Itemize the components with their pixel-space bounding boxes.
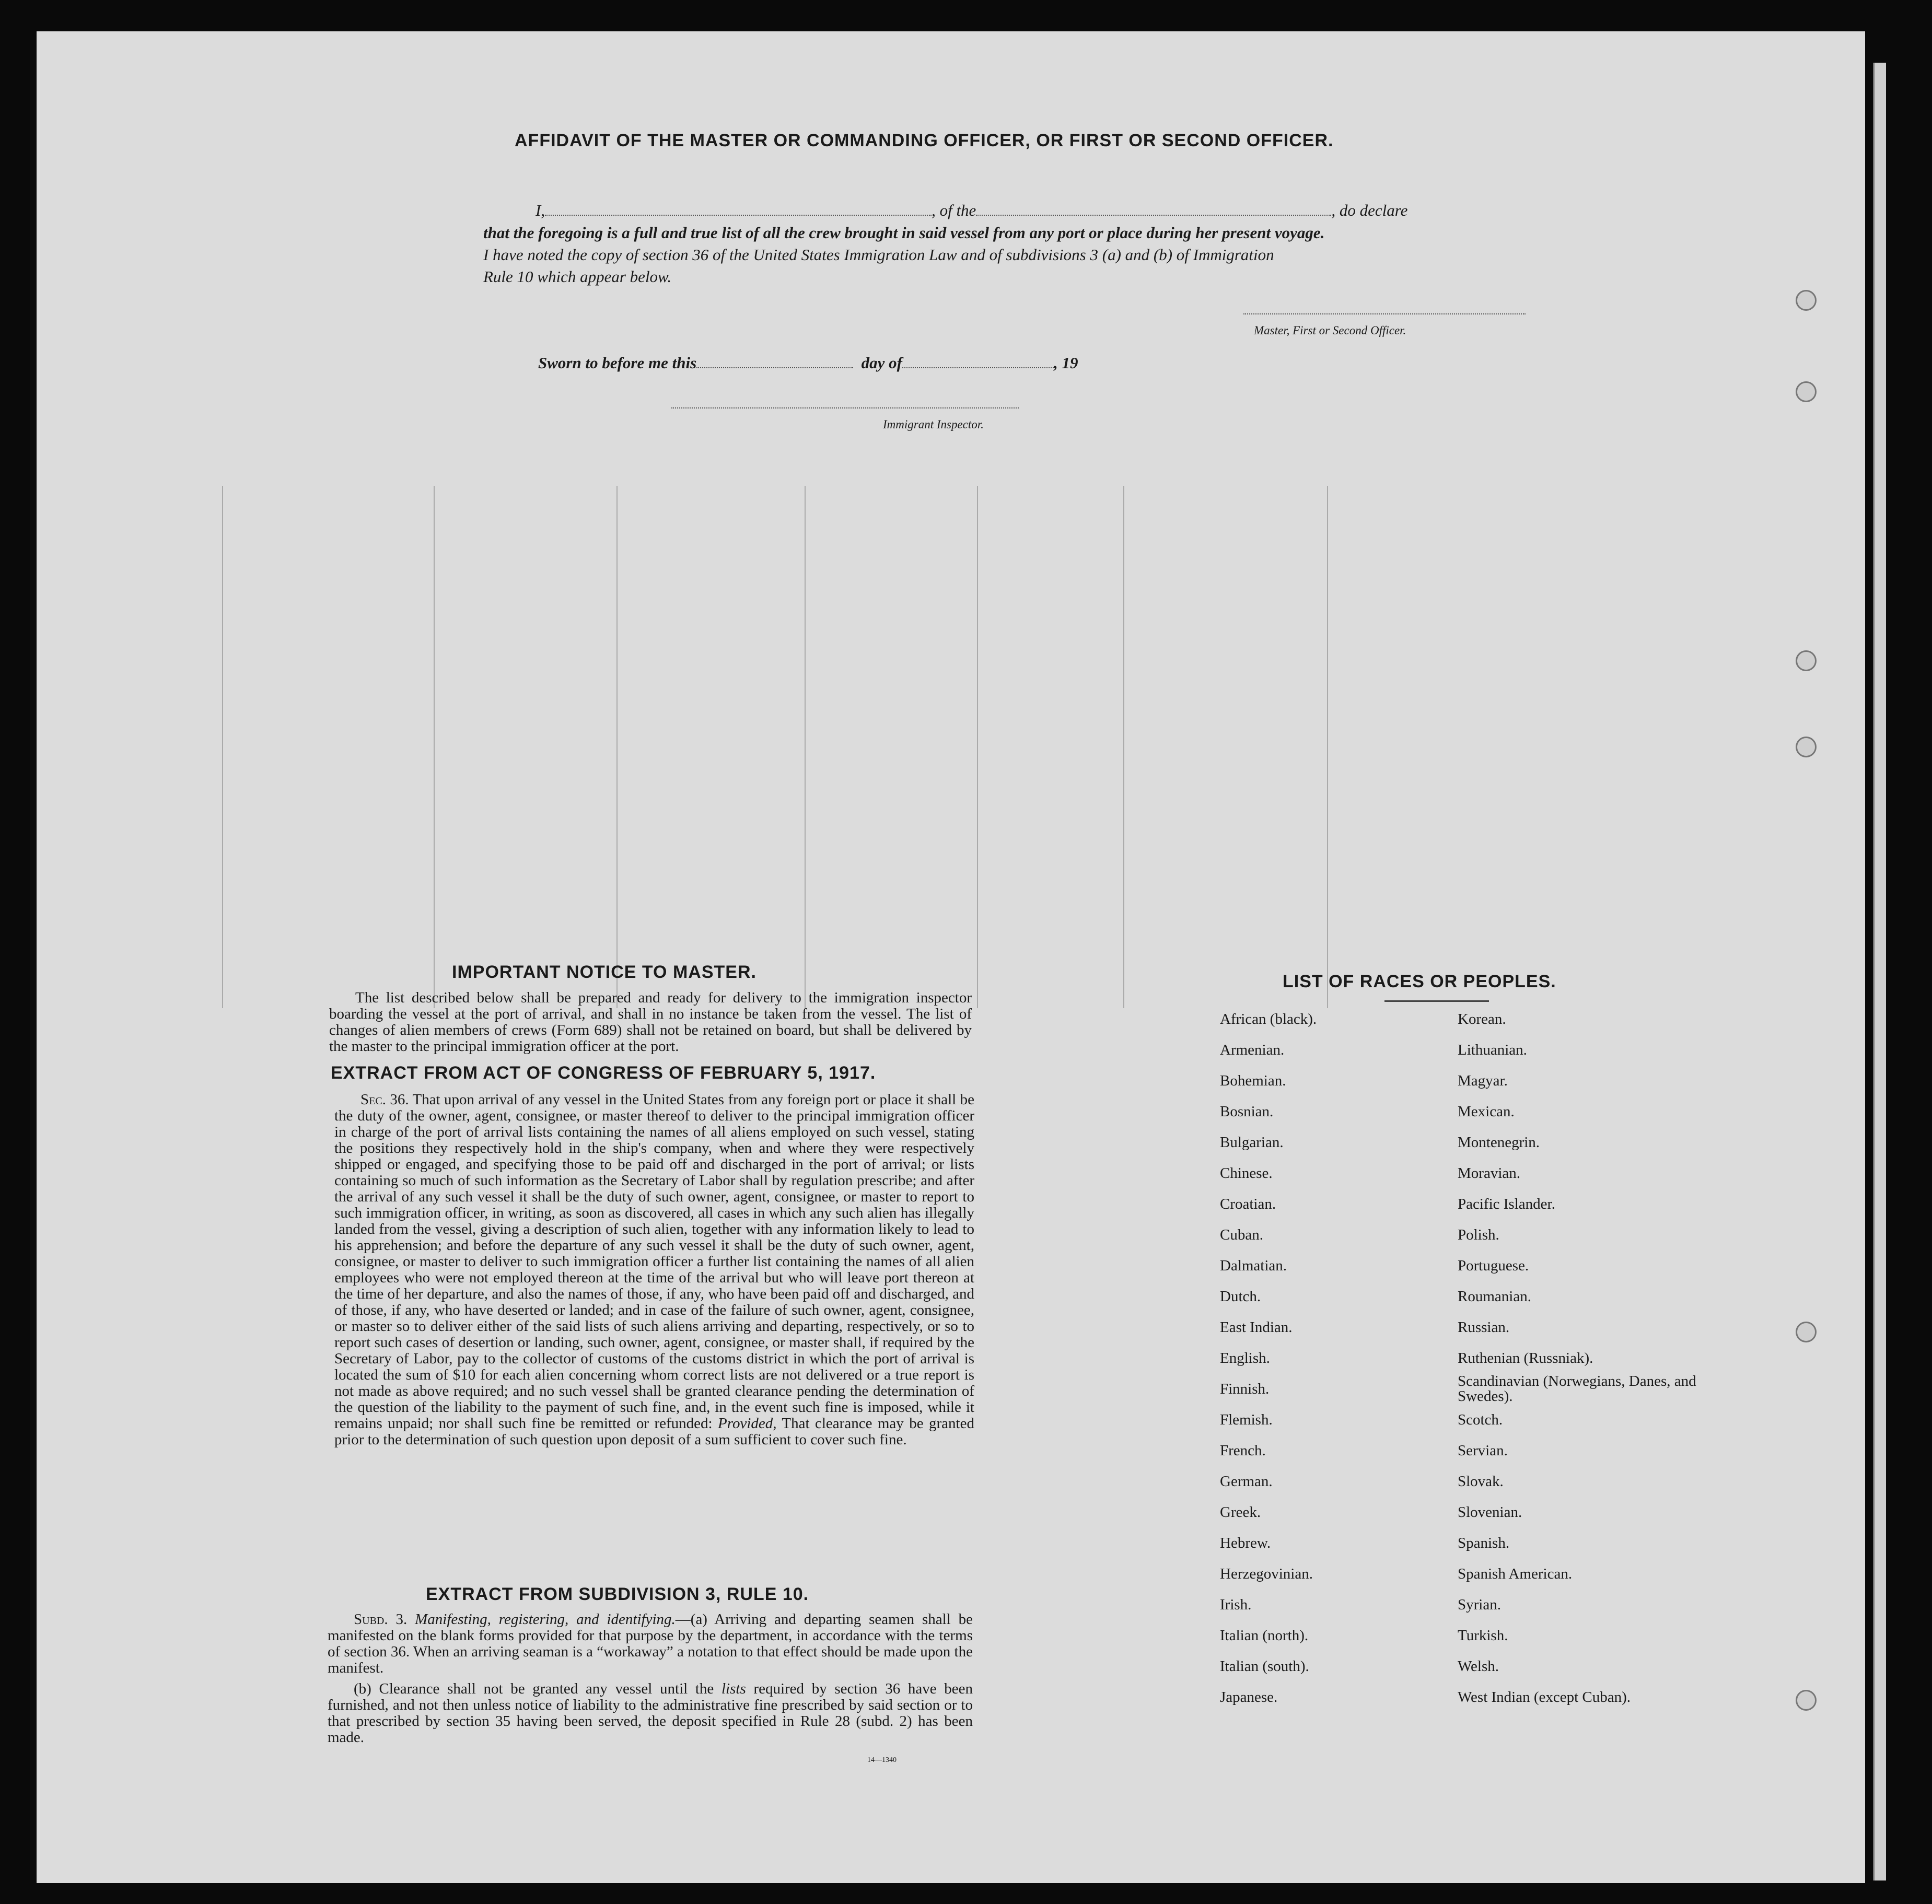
- race-item: Slovak.: [1458, 1473, 1504, 1490]
- race-item: Cuban.: [1220, 1226, 1263, 1243]
- races-title-rule: [1384, 1000, 1489, 1002]
- race-item: Slovenian.: [1458, 1504, 1522, 1521]
- race-item: English.: [1220, 1350, 1270, 1366]
- notice-title: IMPORTANT NOTICE TO MASTER.: [452, 962, 756, 982]
- bleed-line: [977, 486, 978, 1008]
- race-item: Russian.: [1458, 1319, 1510, 1336]
- race-item: African (black).: [1220, 1011, 1317, 1027]
- manifest-back-page: [37, 31, 1865, 1883]
- act-title: EXTRACT FROM ACT OF CONGRESS OF FEBRUARY 5, 1917.: [331, 1063, 876, 1083]
- affidavit-line1-a: I,: [536, 201, 545, 219]
- race-item: Roumanian.: [1458, 1288, 1531, 1305]
- bleed-line: [434, 486, 435, 1008]
- affidavit-line4: Rule 10 which appear below.: [483, 267, 672, 286]
- race-item: Polish.: [1458, 1226, 1499, 1243]
- race-item: Servian.: [1458, 1442, 1508, 1459]
- race-item: Korean.: [1458, 1011, 1506, 1027]
- race-item: Scandinavian (Norwegians, Danes, and Swedes).: [1458, 1373, 1696, 1405]
- rule-para-a-text: —(a) Arriving and departing seamen shall be manifested on the blank forms provided for that purpose by the department, in accordance with the terms of section 36. When an arriving seaman is a “workaway” a notation to that effect should be made upon the manifest.: [328, 1611, 973, 1676]
- race-item: Hebrew.: [1220, 1535, 1271, 1551]
- race-item: Dutch.: [1220, 1288, 1261, 1305]
- rule-para-b-end: required by section 36 have been furnished, and not then unless notice of liability to the administrative fine prescribed by said section or to that prescribed by section 35 having been served, the deposit specified in Rule 28 (subd. 2) has been made.: [328, 1680, 973, 1746]
- race-item: Mexican.: [1458, 1103, 1515, 1120]
- race-item: Montenegrin.: [1458, 1134, 1540, 1151]
- race-item: Italian (north).: [1220, 1627, 1309, 1644]
- race-item: Portuguese.: [1458, 1257, 1529, 1274]
- affidavit-line3: I have noted the copy of section 36 of the United States Immigration Law and of subdivisions 3 (a) and (b) of Immigration: [483, 246, 1274, 264]
- rule-para-b-lists: lists: [721, 1680, 746, 1697]
- race-item: East Indian.: [1220, 1319, 1293, 1336]
- race-item: Flemish.: [1220, 1411, 1273, 1428]
- race-item: Spanish.: [1458, 1535, 1510, 1551]
- race-item: German.: [1220, 1473, 1273, 1490]
- race-item: Bulgarian.: [1220, 1134, 1284, 1151]
- act-text: That upon arrival of any vessel in the United States from any foreign port or place it shall be the duty of the owner, agent, consignee, or master thereof to deliver to the principal immigration officer in charge of the port of arrival lists containing the names of all aliens employed on such vessel, stating the positions they respectively hold in the ship's company, when and where they were respectively shipped or engaged, and specifying those to be paid off and discharged in the port of arrival; or lists containing so much of such information as the Secretary of Labor shall by regulation prescribe; and after the arrival of any such vessel it shall be the duty of such owner, agent, consignee, or master to report to such immigration officer, in writing, as soon as discovered, all cases in which any such alien has illegally landed from the vessel, giving a description of such alien, together with any information likely to lead to his apprehension; and before the departure of any such vessel it shall be the duty of such owner, agent, consignee, or master to deliver to such immigration officer a further list containing the names of all alien employees who were not employed thereon at the time of the arrival but who will leave port thereon at the time of her departure, and also the names of those, if any, who have been paid off and discharged, and of those, if any, who have deserted or landed; and in case of the failure of such owner, agent, consignee, or master so to deliver either of the said lists of such aliens arriving and departing, respectively, or so to report such cases of desertion or landing, such owner, agent, consignee, or master shall, if required by the Secretary of Labor, pay to the collector of customs of the customs district in which the port of arrival is located the sum of $10 for each alien concerning whom correct lists are not delivered or a true report is not made as above required; and no such vessel shall be granted clearance pending the determination of the question of the liability to the payment of such fine, and, in the event such fine is imposed, while it remains unpaid; nor shall such fine be remitted or refunded:: [334, 1091, 974, 1432]
- page-edge-right: [1873, 63, 1886, 1880]
- punch-hole: [1796, 381, 1817, 402]
- affidavit-line1-b: , of the: [932, 201, 976, 219]
- affidavit-line1: [536, 201, 1544, 220]
- race-item: Irish.: [1220, 1596, 1252, 1613]
- race-item: Spanish American.: [1458, 1566, 1573, 1582]
- race-item: Bosnian.: [1220, 1103, 1274, 1120]
- race-item: Chinese.: [1220, 1165, 1273, 1182]
- affidavit-title: AFFIDAVIT OF THE MASTER OR COMMANDING OFFICER, OR FIRST OR SECOND OFFICER.: [515, 131, 1334, 150]
- rule-title: EXTRACT FROM SUBDIVISION 3, RULE 10.: [426, 1584, 809, 1604]
- rule-para-a: [328, 1611, 973, 1676]
- bleed-line: [1327, 486, 1328, 1008]
- race-item: Turkish.: [1458, 1627, 1508, 1644]
- race-item: Croatian.: [1220, 1196, 1276, 1212]
- master-signature-line: [1243, 313, 1526, 314]
- race-item: Scotch.: [1458, 1411, 1503, 1428]
- race-item: Moravian.: [1458, 1165, 1520, 1182]
- rule-para-b-start: (b) Clearance shall not be granted any vessel until the: [354, 1680, 714, 1697]
- form-number: 14—1340: [867, 1756, 897, 1764]
- punch-hole: [1796, 737, 1817, 757]
- race-item: Magyar.: [1458, 1072, 1508, 1089]
- bleed-line: [805, 486, 806, 1008]
- race-item: Welsh.: [1458, 1658, 1499, 1675]
- master-signature-label: Master, First or Second Officer.: [1254, 324, 1406, 337]
- rule-subd-label: Subd. 3.: [354, 1611, 408, 1628]
- race-item: Greek.: [1220, 1504, 1261, 1521]
- bleed-line: [616, 486, 618, 1008]
- race-item: Finnish.: [1220, 1381, 1270, 1397]
- affidavit-line2: that the foregoing is a full and true list of all the crew brought in said vessel from any port or place during her present voyage.: [483, 224, 1325, 242]
- act-body: [334, 1092, 974, 1448]
- race-item: West Indian (except Cuban).: [1458, 1689, 1631, 1706]
- punch-hole: [1796, 650, 1817, 671]
- races-column-2: [1458, 1004, 1729, 1713]
- race-item: Ruthenian (Russniak).: [1458, 1350, 1593, 1366]
- punch-hole: [1796, 1322, 1817, 1342]
- race-item: Italian (south).: [1220, 1658, 1309, 1675]
- sworn-b: day of: [861, 354, 902, 372]
- race-item: Japanese.: [1220, 1689, 1278, 1706]
- races-title: LIST OF RACES OR PEOPLES.: [1283, 972, 1556, 991]
- act-sec-label: Sec. 36.: [360, 1091, 409, 1108]
- act-text-end: That clearance may be granted prior to the determination of such question upon deposit of a sum sufficient to cover such fine.: [334, 1415, 974, 1448]
- bleed-line: [1123, 486, 1124, 1008]
- race-item: Armenian.: [1220, 1042, 1285, 1058]
- race-item: Pacific Islander.: [1458, 1196, 1555, 1212]
- punch-hole: [1796, 1690, 1817, 1711]
- sworn-line: [538, 354, 1078, 372]
- race-item: French.: [1220, 1442, 1266, 1459]
- bleed-line: [222, 486, 223, 1008]
- race-item: Dalmatian.: [1220, 1257, 1287, 1274]
- sworn-c: , 19: [1054, 354, 1078, 372]
- race-item: Lithuanian.: [1458, 1042, 1527, 1058]
- inspector-signature-label: Immigrant Inspector.: [883, 418, 984, 431]
- act-provided: Provided,: [718, 1415, 777, 1432]
- race-item: Herzegovinian.: [1220, 1566, 1313, 1582]
- affidavit-line1-c: , do declare: [1331, 201, 1408, 219]
- sworn-a: Sworn to before me this: [538, 354, 697, 372]
- notice-body: The list described below shall be prepared and ready for delivery to the immigration inspector boarding the vessel at the port of arrival, and shall in no instance be taken from the vessel. The list of changes of alien members of crews (Form 689) shall not be retained on board, but shall be delivered by the master to the principal immigration officer at the port.: [329, 989, 972, 1055]
- rule-subd-heading: Manifesting, registering, and identifying.: [415, 1611, 676, 1628]
- inspector-signature-line: [671, 407, 1019, 408]
- race-item: Bohemian.: [1220, 1072, 1286, 1089]
- race-item: Syrian.: [1458, 1596, 1501, 1613]
- rule-para-b: [328, 1681, 973, 1746]
- punch-hole: [1796, 290, 1817, 311]
